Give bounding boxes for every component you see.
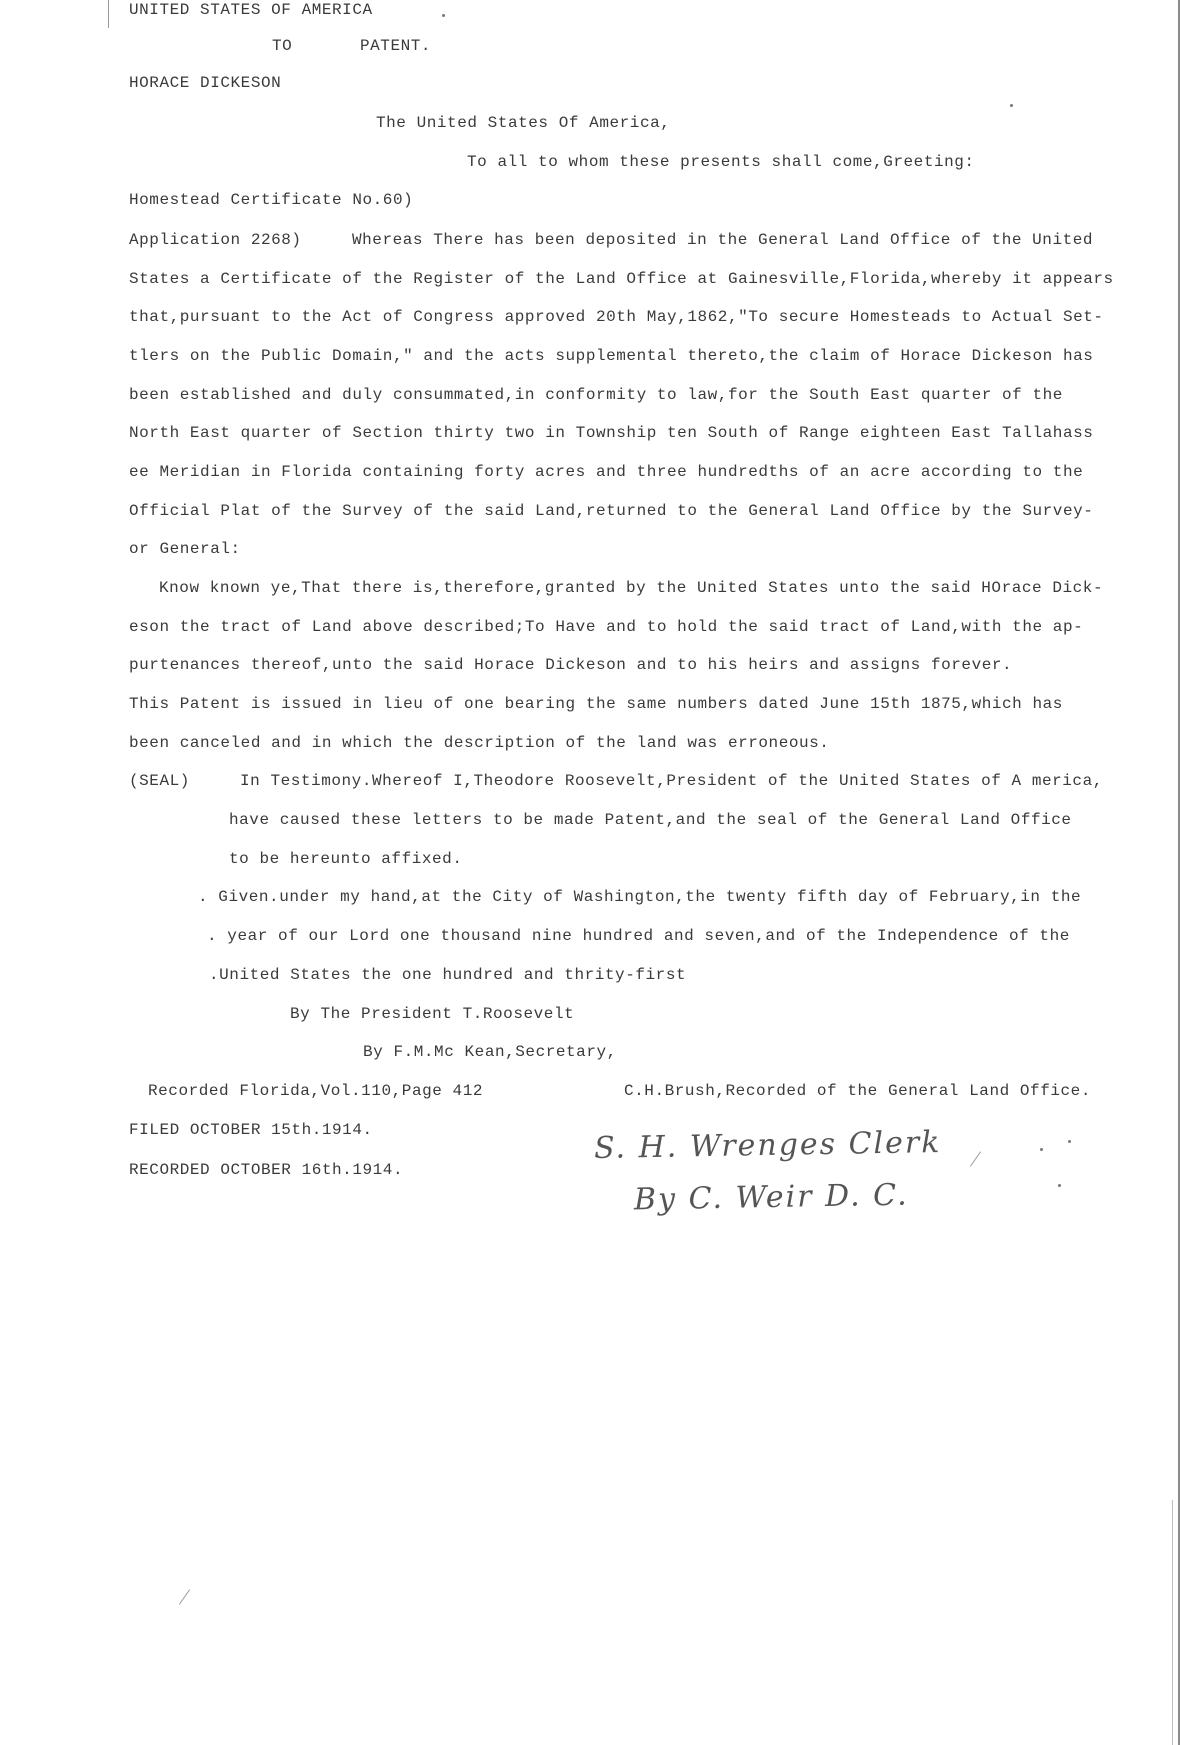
header-to: TO: [272, 37, 293, 55]
scan-speck: [1058, 1184, 1061, 1187]
testimony-line: In Testimony.Whereof I,Theodore Roosevelt,President of the United States of A merica,: [240, 772, 1103, 790]
body-line: purtenances thereof,unto the said Horace Dickeson and to his heirs and assigns forever.: [129, 656, 1013, 674]
title-greeting: To all to whom these presents shall come,Greeting:: [467, 153, 975, 171]
page-edge-right: [1178, 0, 1180, 1745]
body-line: been established and duly consummated,in conformity to law,for the South East quarter of the: [129, 386, 1063, 404]
filed-date: FILED OCTOBER 15th.1914.: [129, 1121, 373, 1139]
body-line: ee Meridian in Florida containing forty acres and three hundredths of an acre according to the: [129, 463, 1084, 481]
page-edge-left: [108, 0, 109, 28]
body-line: Whereas There has been deposited in the General Land Office of the United: [352, 231, 1094, 249]
certificate-number: Homestead Certificate No.60): [129, 191, 414, 209]
scan-mark: [179, 1589, 190, 1604]
body-line: been canceled and in which the description of the land was erroneous.: [129, 734, 830, 752]
scan-mark: [970, 1151, 981, 1166]
body-line: or General:: [129, 540, 241, 558]
scan-speck: [1068, 1140, 1071, 1143]
application-number: Application 2268): [129, 231, 302, 249]
president-signature: By The President T.Roosevelt: [290, 1005, 575, 1023]
header-line1: UNITED STATES OF AMERICA: [129, 1, 373, 19]
scan-speck: [1010, 104, 1013, 107]
testimony-line: .United States the one hundred and thrity-first: [209, 966, 687, 984]
handwritten-clerk-signature: S. H. Wrenges Clerk: [593, 1124, 942, 1167]
recorded-date: RECORDED OCTOBER 16th.1914.: [129, 1161, 404, 1179]
handwritten-deputy-signature: By C. Weir D. C.: [633, 1177, 909, 1218]
secretary-signature: By F.M.Mc Kean,Secretary,: [363, 1043, 617, 1061]
recorded-volume: Recorded Florida,Vol.110,Page 412: [148, 1082, 484, 1100]
body-line: that,pursuant to the Act of Congress approved 20th May,1862,"To secure Homesteads to Actual Set-: [129, 308, 1104, 326]
body-line: North East quarter of Section thirty two in Township ten South of Range eighteen East Tallahass: [129, 424, 1094, 442]
testimony-line: . year of our Lord one thousand nine hundred and seven,and of the Independence of the: [207, 927, 1070, 945]
title-line1: The United States Of America,: [376, 114, 671, 132]
body-line: Know known ye,That there is,therefore,granted by the United States unto the said HOrace Dick-: [159, 579, 1104, 597]
body-line: Official Plat of the Survey of the said Land,returned to the General Land Office by the Survey-: [129, 502, 1094, 520]
testimony-line: . Given.under my hand,at the City of Washington,the twenty fifth day of February,in the: [198, 888, 1082, 906]
testimony-line: to be hereunto affixed.: [229, 850, 463, 868]
scan-speck: [442, 14, 445, 17]
body-line: tlers on the Public Domain," and the acts supplemental thereto,the claim of Horace Dickeson has: [129, 347, 1094, 365]
page-edge-shadow: [1172, 1500, 1173, 1745]
header-patent: PATENT.: [360, 37, 432, 55]
body-line: This Patent is issued in lieu of one bearing the same numbers dated June 15th 1875,which has: [129, 695, 1063, 713]
seal-label: (SEAL): [129, 772, 190, 790]
body-line: States a Certificate of the Register of the Land Office at Gainesville,Florida,whereby it appears: [129, 270, 1114, 288]
header-grantee: HORACE DICKESON: [129, 74, 282, 92]
body-line: eson the tract of Land above described;To Have and to hold the said tract of Land,with the ap-: [129, 618, 1084, 636]
scan-speck: [1040, 1148, 1043, 1151]
testimony-line: have caused these letters to be made Patent,and the seal of the General Land Office: [229, 811, 1072, 829]
recorder-name: C.H.Brush,Recorded of the General Land Office.: [624, 1082, 1091, 1100]
